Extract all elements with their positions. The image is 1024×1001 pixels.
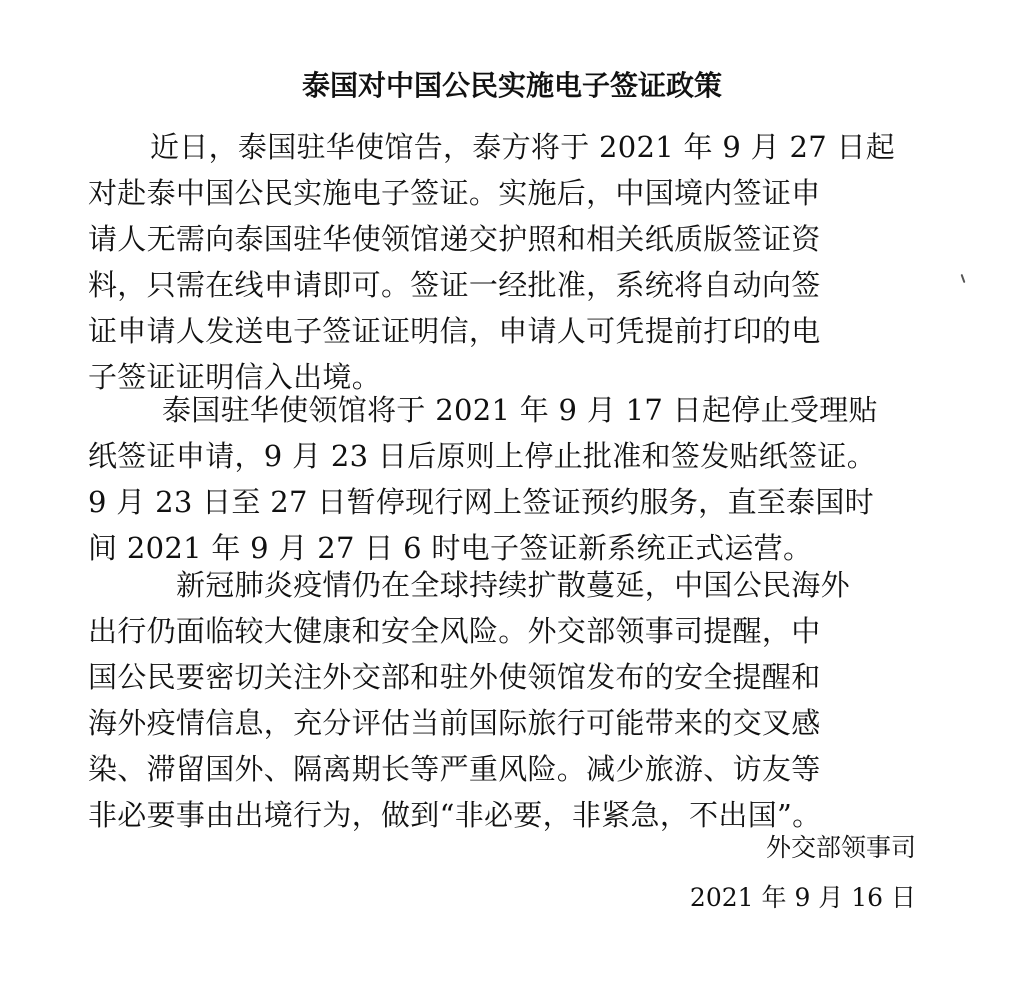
paragraph-line: 染、滞留国外、隔离期长等严重风险。减少旅游、访友等 <box>88 752 821 786</box>
document-title: 泰国对中国公民实施电子签证政策 <box>301 69 722 102</box>
paragraph-line: 纸签证申请，9 月 23 日后原则上停止批准和签发贴纸签证。 <box>88 439 877 473</box>
paragraph-line: 国公民要密切关注外交部和驻外使领馆发布的安全提醒和 <box>88 660 821 694</box>
paragraph-line: 近日，泰国驻华使馆告，泰方将于 2021 年 9 月 27 日起 <box>150 130 896 164</box>
paragraph-line: 9 月 23 日至 27 日暂停现行网上签证预约服务，直至泰国时 <box>88 485 874 519</box>
paragraph-line: 泰国驻华使领馆将于 2021 年 9 月 17 日起停止受理贴 <box>162 393 878 427</box>
signature-date: 2021 年 9 月 16 日 <box>689 883 916 912</box>
scan-speck <box>961 274 966 283</box>
paragraph-2 <box>88 387 928 571</box>
paragraph-line: 非必要事由出境行为，做到“非必要，非紧急，不出国”。 <box>88 798 822 832</box>
paragraph-line: 新冠肺炎疫情仍在全球持续扩散蔓延，中国公民海外 <box>176 568 850 602</box>
paragraph-line: 请人无需向泰国驻华使领馆递交护照和相关纸质版签证资 <box>88 222 821 256</box>
signature-organization: 外交部领事司 <box>765 833 916 862</box>
paragraph-line: 出行仍面临较大健康和安全风险。外交部领事司提醒，中 <box>88 614 821 648</box>
paragraph-line: 间 2021 年 9 月 27 日 6 时电子签证新系统正式运营。 <box>88 531 813 565</box>
paragraph-line: 海外疫情信息，充分评估当前国际旅行可能带来的交叉感 <box>88 706 821 740</box>
paragraph-line: 子签证证明信入出境。 <box>88 360 382 394</box>
paragraph-line: 料，只需在线申请即可。签证一经批准，系统将自动向签 <box>88 268 821 302</box>
paragraph-line: 证申请人发送电子签证证明信，申请人可凭提前打印的电 <box>88 314 821 348</box>
paragraph-1 <box>88 124 928 400</box>
paragraph-3 <box>88 562 928 838</box>
paragraph-line: 对赴泰中国公民实施电子签证。实施后，中国境内签证申 <box>88 176 821 210</box>
